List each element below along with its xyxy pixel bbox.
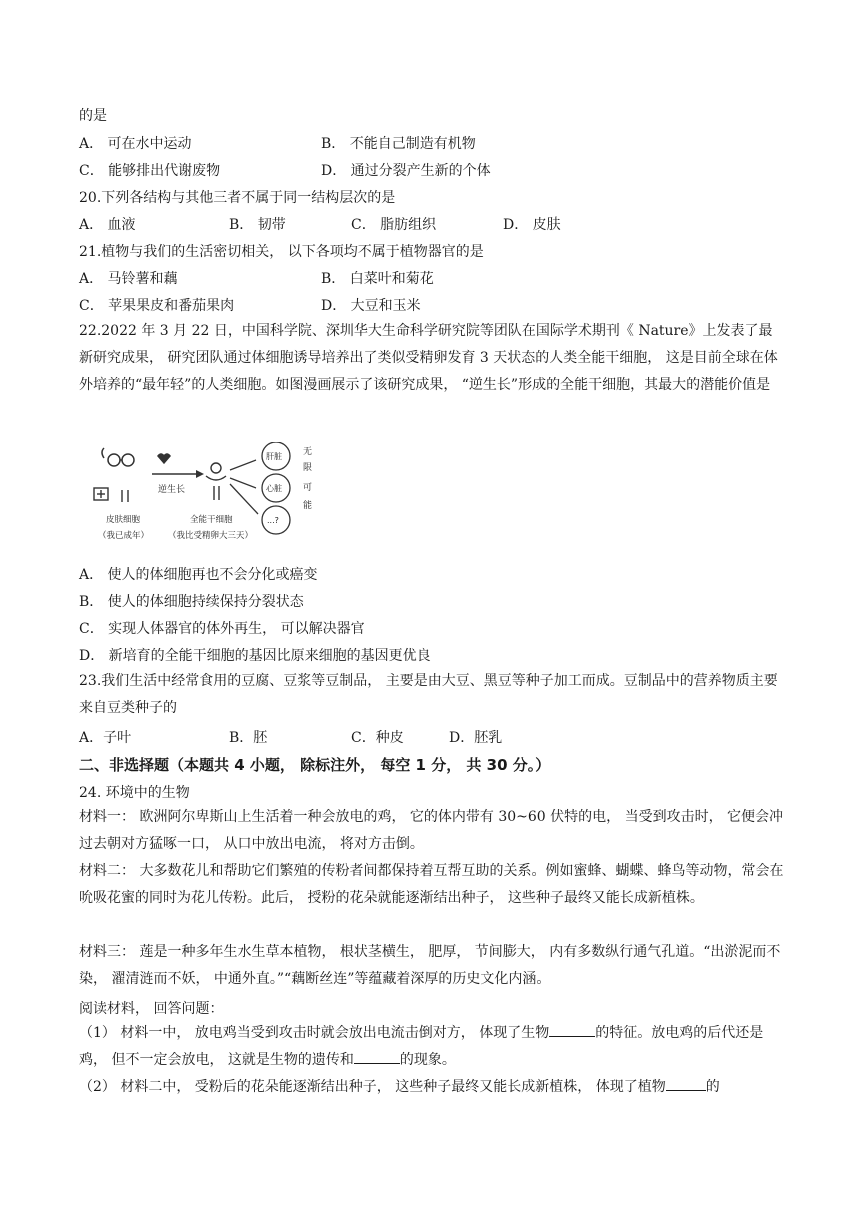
q24-sub1-text-a: （1） 材料一中， 放电鸡当受到攻击时就会放出电流击倒对方， 体现了生物 xyxy=(79,1025,550,1041)
side-text-1: 无 xyxy=(303,447,313,457)
target-unknown: ...? xyxy=(267,516,279,525)
q22-option-c[interactable]: C． 实现人体器官的体外再生， 可以解决器官 xyxy=(79,621,365,637)
q24-sub2-text-b: 的 xyxy=(705,1079,720,1095)
target-liver: 肝脏 xyxy=(266,452,282,461)
q24-sub1-text-b: 的特征。放电鸡的后代还是鸡， 但不一定会放电， 这就是生物的遗传和 xyxy=(79,1025,764,1068)
q23-option-c[interactable]: C．种皮 xyxy=(351,730,404,746)
skin-cell-icon xyxy=(94,488,128,502)
q22-option-d[interactable]: D． 新培育的全能干细胞的基因比原来细胞的基因更优良 xyxy=(79,648,431,664)
q22-option-b[interactable]: B． 使人的体细胞持续保持分裂状态 xyxy=(79,594,304,610)
figure-arrow-label: 逆生长 xyxy=(158,485,186,495)
answer-blank-1[interactable] xyxy=(549,1022,595,1037)
q19-stem-tail: 的是 xyxy=(79,108,107,124)
q24-read-prompt: 阅读材料， 回答问题： xyxy=(79,1001,224,1017)
q24-sub1 xyxy=(79,1020,785,1074)
answer-blank-2[interactable] xyxy=(354,1049,400,1064)
q24-title: 24. 环境中的生物 xyxy=(79,785,190,801)
q20-option-c[interactable]: C． 脂肪组织 xyxy=(351,217,437,233)
side-text-4: 能 xyxy=(303,501,313,511)
q21-option-d[interactable]: D． 大豆和玉米 xyxy=(321,298,421,314)
skin-cell-label: 皮肤细胞 xyxy=(106,515,141,525)
q22-option-a[interactable]: A． 使人的体细胞再也不会分化或癌变 xyxy=(79,567,318,583)
q19-option-b[interactable]: B． 不能自己制造有机物 xyxy=(321,136,476,152)
side-text-3: 可 xyxy=(303,483,313,493)
section2-heading: 二、非选择题（本题共 4 小题， 除标注外， 每空 1 分， 共 30 分。） xyxy=(79,756,551,774)
q23-option-d[interactable]: D．胚乳 xyxy=(449,730,503,746)
q20-stem: 20.下列各结构与其他三者不属于同一结构层次的是 xyxy=(79,190,396,206)
q23-option-b[interactable]: B．胚 xyxy=(229,730,268,746)
q24-sub1-text-c: 的现象。 xyxy=(399,1052,456,1068)
answer-blank-3[interactable] xyxy=(666,1076,706,1091)
q24-material3: 材料三： 莲是一种多年生水生草本植物， 根状茎横生， 肥厚， 节间膨大， 内有多数纵行通气孔道。“出淤泥而不染， 濯清涟而不妖， 中通外直。”“藕断丝连”等蕴藏着深厚的历史文化内涵。 xyxy=(79,944,781,987)
q24-material2: 材料二： 大多数花儿和帮助它们繁殖的传粉者间都保持着互帮互助的关系。例如蜜蜂、蝴蝶、蜂鸟等动物，常会在吮吸花蜜的同时为花儿传粉。此后， 授粉的花朵就能逐渐结出种子， 这些种子最终又能长成新植株。 xyxy=(79,863,784,906)
q22-stem: 22.2022 年 3 月 22 日，中国科学院、深圳华大生命科学研究院等团队在国际学术期刊《 Nature》上发表了最新研究成果， 研究团队通过体细胞诱导培养出了类似受精卵发育 3 天状态的人类全能干细胞， 这是目前全球在体外培养的“最年轻”的人类细胞。如图漫画展示了该研究成果， “逆生长”形成的全能干细胞，其最大的潜能价值是 xyxy=(79,323,778,393)
q24-material1: 材料一： 欧洲阿尔卑斯山上生活着一种会放电的鸡， 它的体内带有 30~60 伏特的电， 当受到攻击时， 它便会冲过去朝对方猛啄一口， 从口中放出电流， 将对方击倒。 xyxy=(79,809,784,852)
stem-cell-label: 全能干细胞 xyxy=(190,515,233,525)
q20-option-d[interactable]: D． 皮肤 xyxy=(503,217,561,233)
q20-option-b[interactable]: B． 韧带 xyxy=(229,217,286,233)
skin-cell-note: （我已成年） xyxy=(98,531,150,541)
q23-stem: 23.我们生活中经常食用的豆腐、豆浆等豆制品， 主要是由大豆、黑豆等种子加工而成。豆制品中的营养物质主要来自豆类种子的 xyxy=(79,673,778,716)
q22-figure xyxy=(86,442,326,554)
q21-stem: 21.植物与我们的生活密切相关， 以下各项均不属于植物器官的是 xyxy=(79,244,484,260)
target-heart: 心脏 xyxy=(266,484,282,493)
stem-cell-icon xyxy=(206,463,226,500)
q24-sub2 xyxy=(79,1074,785,1101)
q19-option-c[interactable]: C． 能够排出代谢废物 xyxy=(79,163,221,179)
q21-option-b[interactable]: B． 白菜叶和菊花 xyxy=(321,271,434,287)
side-text-2: 限 xyxy=(303,463,313,473)
stem-cell-note: （我比受精卵大三天） xyxy=(168,531,254,541)
adult-person-icon xyxy=(102,448,170,466)
q21-option-c[interactable]: C． 苹果果皮和番茄果肉 xyxy=(79,298,235,314)
q19-option-a[interactable]: A． 可在水中运动 xyxy=(79,136,192,152)
q24-sub2-text-a: （2） 材料二中， 受粉后的花朵能逐渐结出种子， 这些种子最终又能长成新植株， 体现了植物 xyxy=(79,1079,666,1095)
q19-option-d[interactable]: D． 通过分裂产生新的个体 xyxy=(321,163,491,179)
q21-option-a[interactable]: A． 马铃薯和藕 xyxy=(79,271,178,287)
q23-option-a[interactable]: A．子叶 xyxy=(79,730,132,746)
q20-option-a[interactable]: A． 血液 xyxy=(79,217,136,233)
